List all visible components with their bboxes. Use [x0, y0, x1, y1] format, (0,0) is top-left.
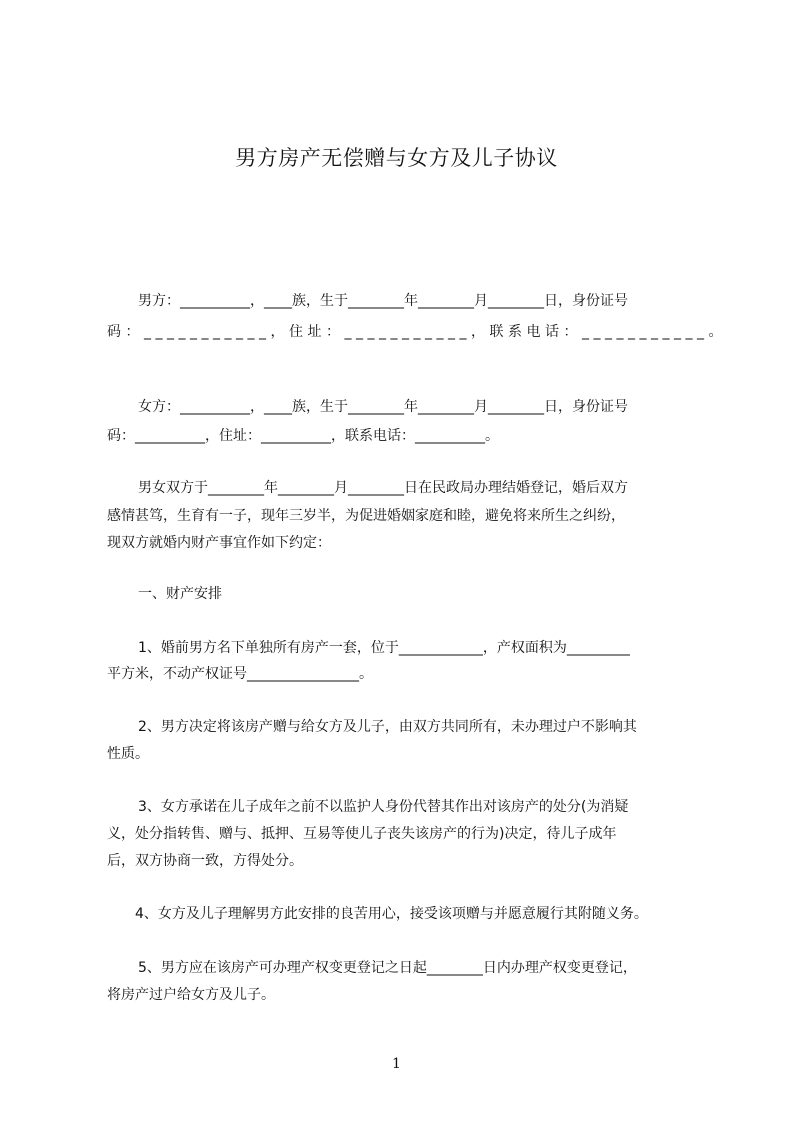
- clause-1-line-1: 1、婚前男方名下单独所有房产一套，位于____________，产权面积为_________: [138, 640, 630, 656]
- preamble-line-1: 男女双方于________年________月________日在民政局办理结婚登记，婚后双方: [138, 480, 628, 496]
- man-party-line-1: 男方：__________，____族，生于________年________月________日，身份证号: [138, 293, 628, 309]
- clause-5-line-1: 5、男方应在该房产可办理产权变更登记之日起________日内办理产权变更登记，: [138, 960, 637, 976]
- clause-2-line-1: 2、男方决定将该房产赠与给女方及儿子，由双方共同所有，未办理过户不影响其: [138, 719, 637, 735]
- clause-1-line-2: 平方米，不动产权证号________________。: [107, 666, 373, 682]
- clause-3-line-2: 义，处分指转售、赠与、抵押、互易等使儿子丧失该房产的行为)决定，待儿子成年: [107, 826, 617, 842]
- man-party-line-2: 码：___________，住址：___________，联系电话：___________。: [107, 324, 727, 340]
- page-title: 男方房产无偿赠与女方及儿子协议: [235, 146, 558, 170]
- clause-2-line-2: 性质。: [107, 746, 149, 762]
- section-heading: 一、财产安排: [138, 586, 222, 602]
- page-number: 1: [392, 1056, 401, 1072]
- clause-3-line-1: 3、女方承诺在儿子成年之前不以监护人身份代替其作出对该房产的处分(为消疑: [138, 799, 629, 815]
- preamble-line-2: 感情甚笃，生育有一子，现年三岁半，为促进婚姻家庭和睦，避免将来所生之纠纷，: [107, 508, 625, 524]
- clause-4-line-1: 4、女方及儿子理解男方此安排的良苦用心，接受该项赠与并愿意履行其附随义务。: [135, 906, 648, 922]
- clause-3-line-3: 后，双方协商一致，方得处分。: [107, 853, 303, 869]
- woman-party-line-2: 码：__________，住址：__________，联系电话：__________。: [107, 428, 499, 444]
- clause-5-line-2: 将房产过户给女方及儿子。: [107, 987, 275, 1003]
- preamble-line-3: 现双方就婚内财产事宜作如下约定：: [107, 535, 331, 551]
- woman-party-line-1: 女方：__________，____族，生于________年________月________日，身份证号: [138, 399, 628, 415]
